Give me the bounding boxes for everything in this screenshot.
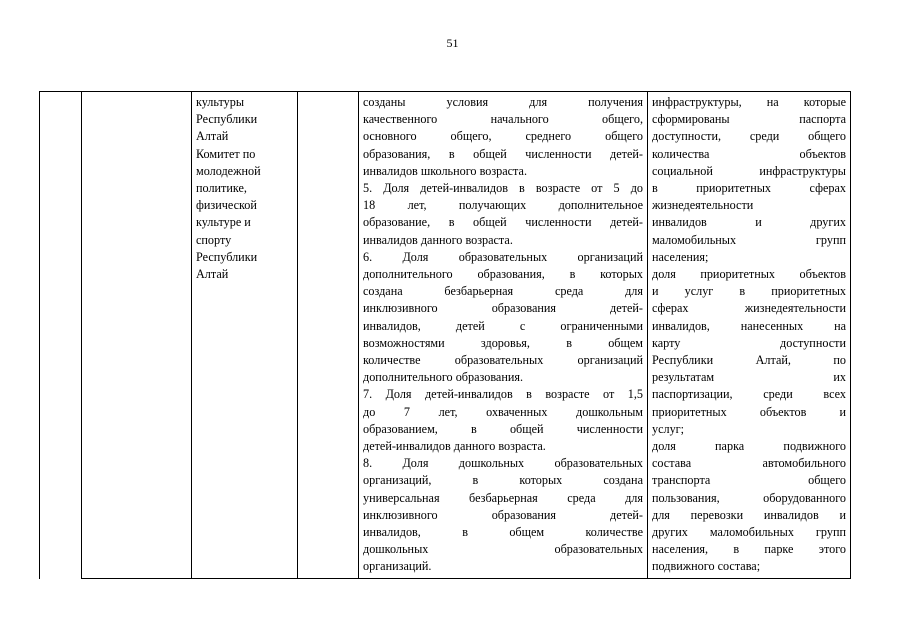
column-divider-6	[647, 91, 648, 579]
text-line: культуры	[196, 95, 245, 109]
expected-results-cell	[652, 94, 846, 576]
text-line: населения;	[652, 249, 709, 264]
table-bottom-border	[81, 578, 850, 579]
page-number: 51	[446, 36, 459, 50]
column-divider-3	[191, 91, 192, 579]
text-line: Комитет по	[196, 146, 256, 161]
text-line: Алтай	[196, 267, 229, 282]
text-line: возможностями здоровья, в общем	[363, 335, 643, 350]
text-line: доля парка подвижного	[652, 439, 846, 454]
text-line: и услуг в приоритетных	[652, 284, 846, 299]
text-line: 6. Доля образовательных организаций	[363, 249, 643, 264]
text-line: культуре и	[196, 215, 251, 230]
target-indicators-cell	[363, 94, 643, 576]
text-line: Республики	[196, 249, 258, 264]
text-line: физической	[196, 198, 257, 213]
text-line: транспорта общего	[652, 473, 846, 488]
text-line: социальной инфраструктуры	[652, 163, 846, 178]
text-line: маломобильных групп	[652, 232, 846, 247]
text-line: пользования, оборудованного	[652, 490, 846, 505]
text-line: образования, в общей численности детей-	[363, 146, 643, 161]
text-line: для перевозки инвалидов и	[652, 507, 846, 522]
text-line: инвалидов данного возраста.	[363, 232, 513, 247]
text-line: состава автомобильного	[652, 456, 846, 471]
text-line: результатам их	[652, 370, 846, 385]
text-line: инвалидов, в общем количестве	[363, 525, 643, 540]
column-divider-2	[81, 91, 82, 579]
text-line: населения, в парке этого	[652, 542, 846, 557]
text-line: дошкольных образовательных	[363, 542, 643, 557]
text-line: услуг;	[652, 421, 685, 436]
text-line: Алтай	[196, 129, 229, 144]
text-line: детей-инвалидов данного возраста.	[363, 439, 546, 454]
text-line: организаций, в которых создана	[363, 473, 643, 488]
text-line: 5. Доля детей-инвалидов в возрасте от 5 до	[363, 181, 643, 196]
text-line: сферах жизнедеятельности	[652, 301, 846, 316]
text-line: создана безбарьерная среда для	[363, 284, 643, 299]
text-line: до 7 лет, охваченных дошкольным	[363, 404, 643, 419]
text-line: количества объектов	[652, 146, 846, 161]
text-line: инвалидов и других	[652, 215, 846, 230]
column-divider-4	[297, 91, 298, 579]
text-line: инвалидов школьного возраста.	[363, 163, 527, 178]
text-line: других маломобильных групп	[652, 525, 846, 540]
text-line: паспортизации, среди всех	[652, 387, 846, 402]
text-line: качественного начального общего,	[363, 112, 643, 127]
text-line: инклюзивного образования детей-	[363, 301, 643, 316]
text-line: 7. Доля детей-инвалидов в возрасте от 1,5	[363, 387, 643, 402]
text-line: доля приоритетных объектов	[652, 267, 846, 282]
text-line: приоритетных объектов и	[652, 404, 846, 419]
text-line: инклюзивного образования детей-	[363, 507, 643, 522]
text-line: инфраструктуры, на которые	[652, 95, 846, 109]
text-line: 8. Доля дошкольных образовательных	[363, 456, 643, 471]
text-line: жизнедеятельности	[652, 198, 754, 213]
text-line: молодежной	[196, 163, 261, 178]
column-divider-1	[39, 91, 40, 579]
text-line: дополнительного образования.	[363, 370, 524, 385]
text-line: образование, в общей численности детей-	[363, 215, 643, 230]
text-line: карту доступности	[652, 335, 846, 350]
text-line: сформированы паспорта	[652, 112, 846, 127]
text-line: Республики	[196, 112, 258, 127]
text-line: в приоритетных сферах	[652, 181, 846, 196]
responsible-executors-cell	[196, 94, 294, 283]
text-line: инвалидов, детей с ограниченными	[363, 318, 643, 333]
text-line: универсальная безбарьерная среда для	[363, 490, 643, 505]
text-line: доступности, среди общего	[652, 129, 846, 144]
text-line: спорту	[196, 232, 232, 247]
column-divider-7	[850, 91, 851, 579]
text-line: инвалидов, нанесенных на	[652, 318, 846, 333]
text-line: подвижного состава;	[652, 559, 761, 574]
text-line: дополнительного образования, в которых	[363, 267, 643, 282]
text-line: образованием, в общей численности	[363, 421, 643, 436]
text-line: Республики Алтай, по	[652, 353, 846, 368]
column-divider-5	[358, 91, 359, 579]
text-line: политике,	[196, 181, 247, 196]
text-line: 18 лет, получающих дополнительное	[363, 198, 643, 213]
text-line: организаций.	[363, 559, 432, 574]
table-top-border	[39, 91, 850, 92]
text-line: количестве образовательных организаций	[363, 353, 643, 368]
text-line: основного общего, среднего общего	[363, 129, 643, 144]
text-line: созданы условия для получения	[363, 95, 643, 109]
